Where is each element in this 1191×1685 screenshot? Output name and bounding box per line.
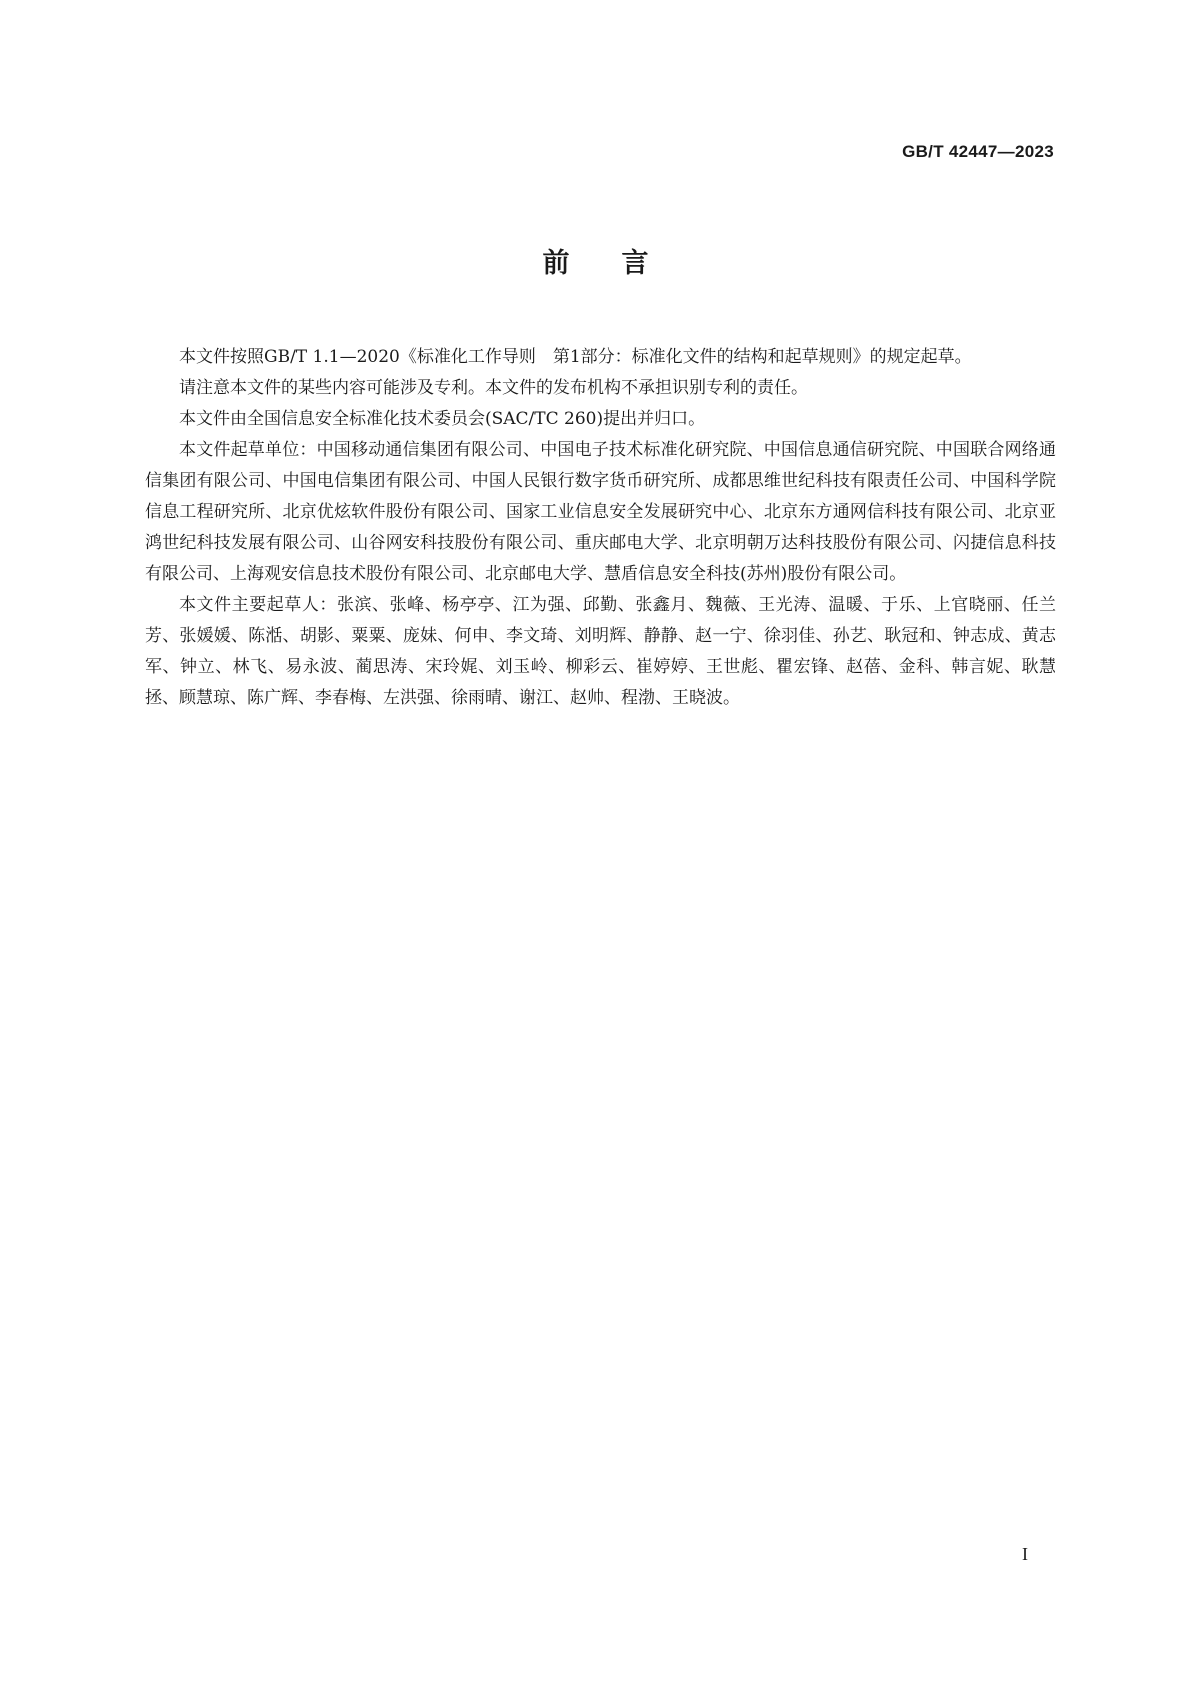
paragraph-drafting-rules: 本文件按照GB/T 1.1—2020《标准化工作导则 第1部分：标准化文件的结构和起草规则》的规定起草。 [179, 347, 972, 367]
document-number: GB/T 42447—2023 [902, 142, 1054, 161]
page-title: 前言 [542, 248, 701, 279]
paragraph-drafters: 本文件主要起草人：张滨、张峰、杨亭亭、江为强、邱勤、张鑫月、魏薇、王光涛、温暖、于乐、上官晓丽、任兰芳、张媛媛、陈湉、胡影、粟粟、庞妹、何申、李文琦、刘明辉、静静、赵一宁、徐羽佳、孙艺、耿冠和、钟志成、黄志军、钟立、林飞、易永波、蔺思涛、宋玲娓、刘玉岭、柳彩云、崔婷婷、王世彪、瞿宏锋、赵蓓、金科、韩言妮、耿慧拯、顾慧琼、陈广辉、李春梅、左洪强、徐雨晴、谢江、赵帅、程渤、王晓波。 [145, 595, 1056, 708]
paragraph-patent-notice: 请注意本文件的某些内容可能涉及专利。本文件的发布机构不承担识别专利的责任。 [179, 378, 808, 398]
foreword-body [145, 342, 1056, 714]
paragraph-drafting-units: 本文件起草单位：中国移动通信集团有限公司、中国电子技术标准化研究院、中国信息通信研究院、中国联合网络通信集团有限公司、中国电信集团有限公司、中国人民银行数字货币研究所、成都思维世纪科技有限责任公司、中国科学院信息工程研究所、北京优炫软件股份有限公司、国家工业信息安全发展研究中心、北京东方通网信科技有限公司、北京亚鸿世纪科技发展有限公司、山谷网安科技股份有限公司、重庆邮电大学、北京明朝万达科技股份有限公司、闪捷信息科技有限公司、上海观安信息技术股份有限公司、北京邮电大学、慧盾信息安全科技(苏州)股份有限公司。 [145, 440, 1056, 584]
paragraph-proposer: 本文件由全国信息安全标准化技术委员会(SAC/TC 260)提出并归口。 [179, 409, 706, 429]
page-number: I [1022, 1544, 1028, 1564]
